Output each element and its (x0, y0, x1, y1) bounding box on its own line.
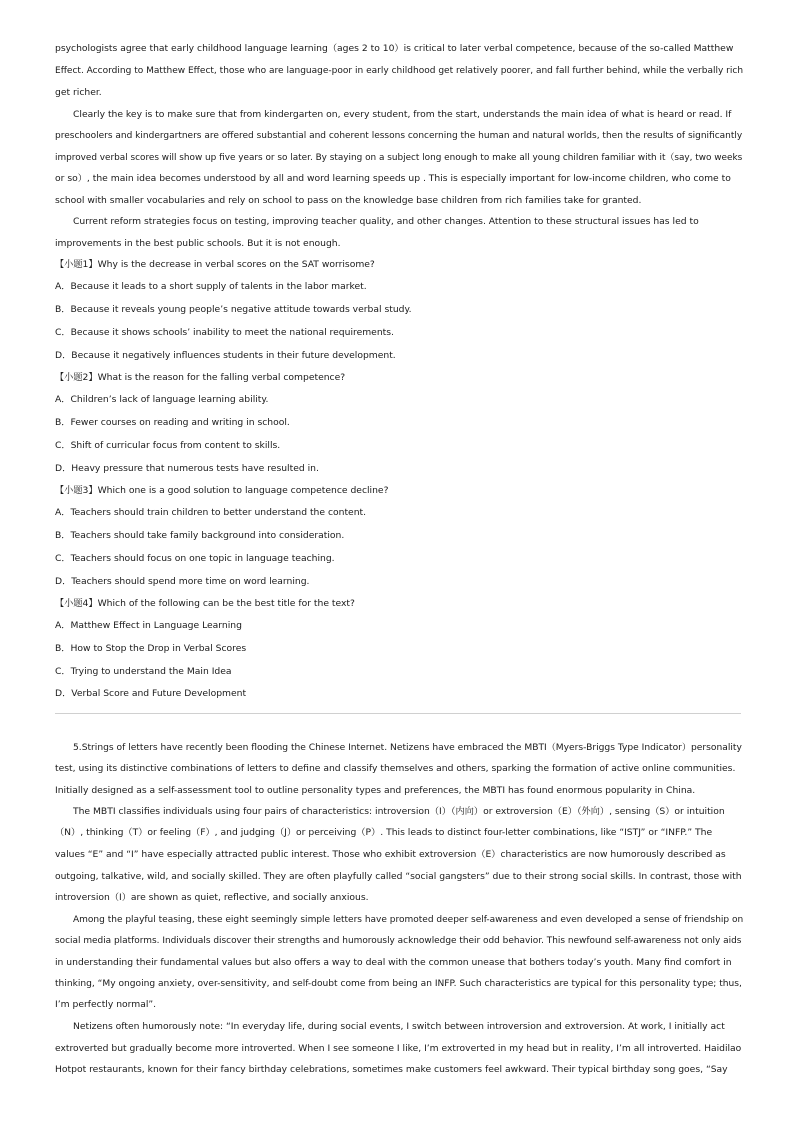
para2-line-2: preschoolers and kindergartners are offered substantial and coherent lessons concerning the human and natural worlds, then the results of significantly (55, 131, 743, 141)
question-4-option-a: A．Matthew Effect in Language Learning (55, 620, 242, 631)
mbti-para1-line-1: 5.Strings of letters have recently been flooding the Chinese Internet. Netizens have embraced the MBTI（Myers-Briggs Type Indicator）personality (73, 743, 742, 753)
mbti-para1-line-2: test, using its distinctive combinations of letters to define and classify themselves and others, sparking the formation of active online communities. (55, 763, 736, 774)
intro-line-2: Effect. According to Matthew Effect, those who are language-poor in early childhood get relatively poorer, and fall further behind, while the verbally rich (55, 66, 744, 76)
mbti-para1-line-3: Initially designed as a self-assessment tool to outline personality types and preferences, the MBTI has found enormous popularity in China. (55, 785, 696, 796)
question-3-stem: 【小题3】Which one is a good solution to language competence decline? (55, 485, 389, 496)
mbti-para4-line-2: extroverted but gradually become more introverted. When I see someone I like, I’m extroverted in my head but in reality, I’m all introverted. Haidilao (55, 1043, 742, 1054)
mbti-para3-line-1: Among the playful teasing, these eight seemingly simple letters have promoted deeper self-awareness and even developed a sense of friendship on (73, 915, 744, 925)
question-4-stem: 【小题4】Which of the following can be the best title for the text? (55, 598, 355, 609)
mbti-para4-line-1: Netizens often humorously note: “In everyday life, during social events, I switch between introversion and extroversion. At work, I initially act (73, 1021, 725, 1032)
para2-line-5: school with smaller vocabularies and rely on school to pass on the knowledge base children from rich families take for granted. (55, 195, 642, 206)
mbti-para2-line-2: （N）, thinking（T）or feeling（F）, and judging（J）or perceiving（P）. This leads to distinct four-letter combinations, like “ISTJ” or “INFP.” The (55, 827, 713, 838)
question-3-option-c: C．Teachers should focus on one topic in language teaching. (55, 553, 335, 564)
intro-line-3: get richer. (55, 87, 102, 98)
section-divider (55, 713, 741, 714)
mbti-para4-line-3: Hotpot restaurants, known for their fancy birthday celebrations, sometimes make customers feel awkward. Their typical birthday song goes, “Say (55, 1064, 728, 1075)
question-4-option-b: B．How to Stop the Drop in Verbal Scores (55, 643, 247, 654)
mbti-para3-line-3: in understanding their fundamental values but also offers a way to deal with the common unease that bothers today’s youth. Many find comfort in (55, 957, 732, 968)
question-2-option-a: A．Children’s lack of language learning ability. (55, 394, 269, 405)
para2-line-1: Clearly the key is to make sure that from kindergarten on, every student, from the start, understands the main idea of what is heard or read. If (73, 109, 732, 120)
question-1-option-a: A．Because it leads to a short supply of talents in the labor market. (55, 281, 367, 292)
question-2-option-c: C．Shift of curricular focus from content to skills. (55, 440, 281, 451)
question-2-option-b: B．Fewer courses on reading and writing in school. (55, 417, 290, 428)
para2-line-3: improved verbal scores will show up five years or so later. By staying on a subject long enough to make all young children familiar with it（say, two weeks (55, 153, 743, 163)
intro-line-1: psychologists agree that early childhood language learning（ages 2 to 10）is critical to later verbal competence, because of the so-called Matthew (55, 43, 734, 54)
mbti-para2-line-1: The MBTI classifies individuals using four pairs of characteristics: introversion（I）（内向）or extroversion（E）（外向）, sensing（S）or intuition (73, 806, 725, 817)
question-4-option-c: C．Trying to understand the Main Idea (55, 666, 232, 677)
question-2-stem: 【小题2】What is the reason for the falling verbal competence? (55, 372, 346, 383)
mbti-para3-line-2: social media platforms. Individuals discover their strengths and humorously acknowledge their odd behavior. This newfound self-awareness not only aids (55, 936, 742, 946)
question-1-option-b: B．Because it reveals young people’s negative attitude towards verbal study. (55, 304, 412, 315)
question-1-option-c: C．Because it shows schools’ inability to meet the national requirements. (55, 327, 394, 338)
para3-line-1: Current reform strategies focus on testing, improving teacher quality, and other changes. Attention to these structural issues has led to (73, 216, 699, 227)
para2-line-4: or so）, the main idea becomes understood by all and word learning speeds up . This is especially important for low-income children, who come to (55, 173, 731, 184)
mbti-para2-line-5: introversion（I）are shown as quiet, reflective, and socially anxious. (55, 892, 369, 903)
question-3-option-a: A．Teachers should train children to better understand the content. (55, 507, 367, 518)
mbti-para2-line-3: values “E” and “I” have especially attracted public interest. Those who exhibit extroversion（E）characteristics are now humorously described as (55, 849, 726, 860)
mbti-para3-line-4: thinking, “My ongoing anxiety, over-sensitivity, and self-doubt come from being an INFP. Such characteristics are typical for this personality type; thus, (55, 979, 742, 989)
question-2-option-d: D．Heavy pressure that numerous tests have resulted in. (55, 463, 319, 474)
question-1-option-d: D．Because it negatively influences students in their future development. (55, 350, 396, 361)
mbti-para3-line-5: I’m perfectly normal”. (55, 999, 157, 1010)
question-3-option-d: D．Teachers should spend more time on word learning. (55, 576, 310, 587)
mbti-para2-line-4: outgoing, talkative, wild, and socially skilled. They are often playfully called “social gangsters” due to their strong social skills. In contrast, those with (55, 871, 742, 882)
question-3-option-b: B．Teachers should take family background into consideration. (55, 530, 345, 541)
para3-line-2: improvements in the best public schools. But it is not enough. (55, 238, 341, 249)
question-1-stem: 【小题1】Why is the decrease in verbal scores on the SAT worrisome? (55, 259, 375, 270)
question-4-option-d: D．Verbal Score and Future Development (55, 688, 247, 699)
